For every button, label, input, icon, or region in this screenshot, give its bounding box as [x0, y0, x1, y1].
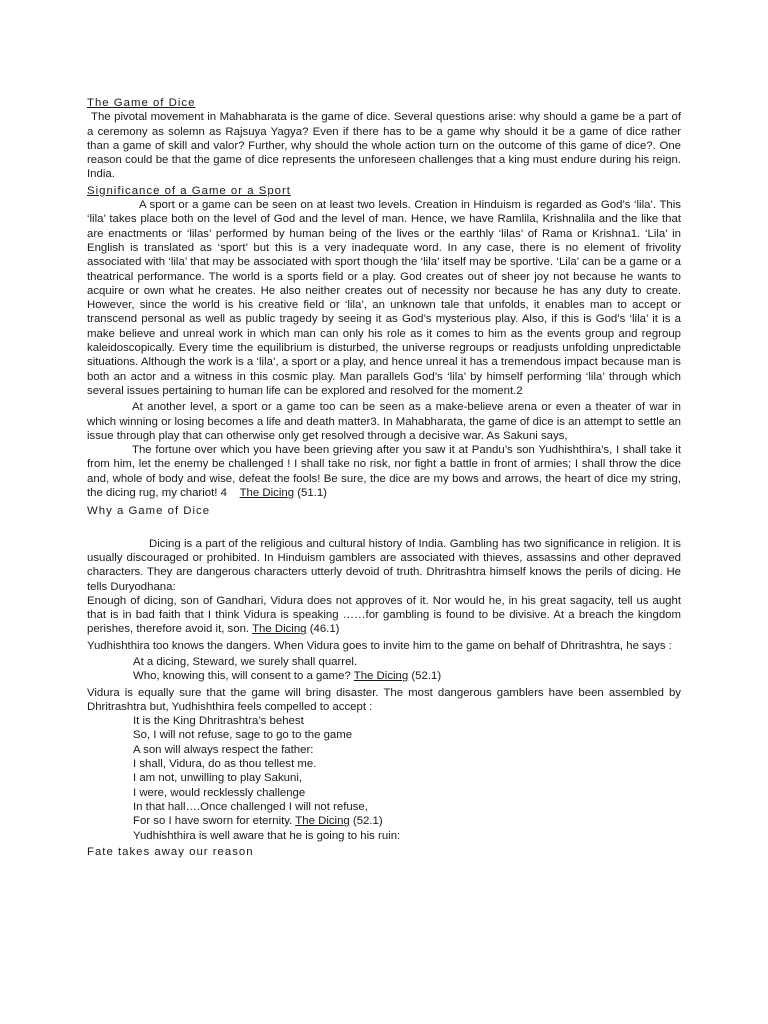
paragraph-lila: A sport or a game can be seen on at least two levels. Creation in Hinduism is regarded as God’s ‘lila’. This ‘lila’ takes place both on the level of God and the level of man. Hence, we have Ramlila, Krishnalila and the like that are enactments or ‘lilas’ performed by human being of the lives or the earthly ‘lilas’ of Rama or Krishna1. ‘Lila’ in English is translated as ‘sport’ but this is a very inadequate word. In any case, there is no element of frivolity associated with ‘lila’ that may be associated with sport though the ‘lila’ itself may be sportive. ‘Lila’ can be a game or a theatrical performance. The world is a sports field or a play. God creates out of sheer joy not because he wants to acquire or own what he creates. He also neither creates out of necessity nor because he has any duty to create. However, since the world is his creative field or ‘lila’, an unknown tale that unfolds, it enables man to accept or transcend personal as well as public tragedy by seeing it as God’s mysterious play. Also, if this is God’s ‘lila’ it is a make believe and unreal work in which man can only his role as it comes to him as the events group and regroup kaleidoscopically. Every time the equilibrium is disturbed, the universe regroups or readjusts unfolding unpredictable situations. Although the work is a ‘lila’, a sport or a play, and hence unreal it has a tremendous impact because man is both an actor and a witness in this cosmic play. Man parallels God’s ‘lila’ by himself performing ‘lila’ through which several issues pertaining to human life can be explored and resolved for the moment.2 [87, 199, 681, 397]
verse-line: So, I will not refuse, sage to go to the game [133, 729, 353, 742]
citation-46-1: (46.1) [309, 623, 340, 636]
citation-52-1: (52.1) [352, 815, 383, 828]
quote-steward-line-1: At a dicing, Steward, we surely shall quarrel. [133, 655, 358, 668]
citation-dicing: The Dicing [239, 487, 295, 500]
document-page [87, 96, 681, 859]
quote-sakuni [87, 443, 681, 500]
verse-line-last [87, 814, 681, 828]
paragraph-vidura: Vidura is equally sure that the game will bring disaster. The most dangerous gamblers have been assembled by Dhritrashtra but, Yudhishthira feels compelled to accept : [87, 686, 681, 713]
citation-dicing: The Dicing [295, 815, 350, 828]
quote-enough-of-dicing [87, 594, 681, 637]
heading-game-of-dice: The Game of Dice [87, 97, 196, 109]
paragraph-dicing: Dicing is a part of the religious and cultural history of India. Gambling has two significance in religion. It is usually discouraged or prohibited. In Hinduism gamblers are associated with thieves, assassins and other depraved characters. They are dangerous characters utterly devoid of truth. Dhritrashtra himself knows the perils of dicing. He tells Duryodhana: [87, 537, 681, 593]
paragraph-arena: At another level, a sport or a game too can be seen as a make-believe arena or even a theater of war in which winning or losing becomes a life and death matter3. In Mahabharata, the game of dice is an attempt to settle an issue through play that can otherwise only get resolved through a decisive war. As Sakuni says, [87, 401, 681, 442]
citation-52-1: (52.1) [411, 670, 442, 683]
verse-line: I were, would recklessly challenge [133, 786, 306, 799]
verse-line: In that hall….Once challenged I will not refuse, [133, 800, 368, 813]
verse-line: I am not, unwilling to play Sakuni, [133, 772, 303, 785]
heading-why-game-of-dice: Why a Game of Dice [87, 505, 211, 518]
citation-51-1: (51.1) [297, 487, 327, 500]
paragraph-yudhishthira: Yudhishthira too knows the dangers. When Vidura goes to invite him to the game on behalf of Dhritrashtra, he says : [87, 639, 672, 652]
quote-sakuni-text: The fortune over which you have been grieving after you saw it at Pandu’s son Yudhishthira’s, I shall take it from him, let the enemy be challenged ! I shall take no risk, nor fight a battle in front of armies; I shall throw the dice and, whole of body and wise, defeat the fools! Be sure, the dice are my bows and arrows, the heart of dice my string, the dicing rug, my chariot! 4 [87, 444, 681, 500]
citation-dicing: The Dicing [353, 670, 409, 683]
heading-significance: Significance of a Game or a Sport [87, 184, 291, 197]
verse-last-text: For so I have sworn for eternity. [133, 815, 293, 828]
heading-fate: Fate takes away our reason [87, 845, 254, 858]
verse-line: I shall, Vidura, do as thou tellest me. [133, 758, 317, 771]
paragraph-intro: The pivotal movement in Mahabharata is the game of dice. Several questions arise: why should a game be a part of a ceremony as solemn as Rajsuya Yagya? Even if there has to be a game why should it be a game of dice rather than a game of skill and valor? Further, why should the whole action turn on the outcome of this game of dice?. One reason could be that the game of dice represents the unforeseen challenges that a king must endure during his reign. India. [87, 111, 681, 181]
quote-steward-line-2 [87, 669, 681, 683]
citation-dicing: The Dicing [252, 623, 307, 636]
quote-enough-text: Enough of dicing, son of Gandhari, Vidura does not approves of it. Nor would he, in his great sagacity, tell us aught that is in bad faith that I think Vidura is speaking ……for gambling is found to be divisive. At a breach the kingdom perishes, therefore avoid it, son. [87, 594, 681, 636]
verse-line: It is the King Dhritrashtra’s behest [133, 715, 304, 728]
verse-line: A son will always respect the father: [133, 743, 314, 756]
quote-steward-line-2-text: Who, knowing this, will consent to a game? [133, 670, 351, 683]
verse-after-line: Yudhishthira is well aware that he is going to his ruin: [133, 829, 401, 842]
